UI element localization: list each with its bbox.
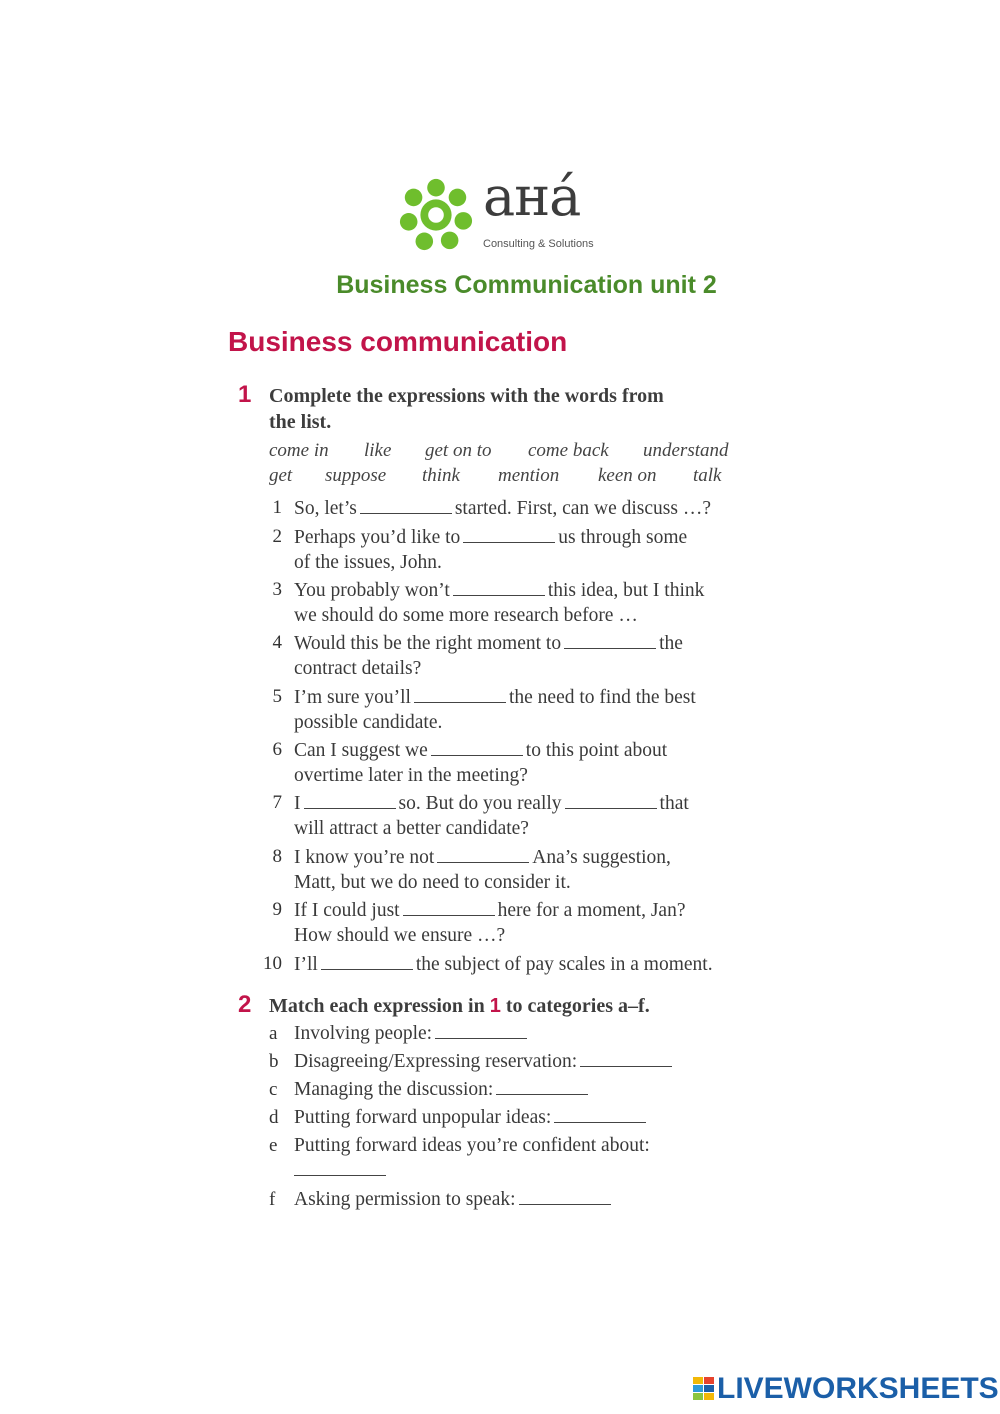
question-10: I’ll the subject of pay scales in a moment. xyxy=(294,954,713,975)
question-1: So, let’s started. First, can we discuss …? xyxy=(294,498,712,519)
question-number: 10 xyxy=(263,953,282,974)
question-number: 1 xyxy=(272,497,282,518)
answer-blank[interactable] xyxy=(519,1188,611,1205)
question-8: I know you’re not Ana’s suggestion, Matt, but we do need to consider it. xyxy=(294,847,671,893)
category-letter: b xyxy=(269,1051,279,1072)
question-number: 3 xyxy=(272,579,282,600)
aha-logo-icon xyxy=(397,176,475,254)
word-list-item: understand xyxy=(643,440,729,461)
exercise-1-number: 1 xyxy=(238,381,252,408)
category-letter: f xyxy=(269,1189,276,1210)
category-f: Asking permission to speak: xyxy=(294,1187,614,1212)
exercise-2-number: 2 xyxy=(238,991,252,1018)
answer-blank[interactable] xyxy=(463,526,555,543)
answer-blank[interactable] xyxy=(564,632,656,649)
category-b: Disagreeing/Expressing reservation: xyxy=(294,1049,675,1074)
category-c: Managing the discussion: xyxy=(294,1077,591,1102)
question-4: Would this be the right moment to the contract details? xyxy=(294,633,683,679)
word-list-item: mention xyxy=(498,465,560,486)
question-number: 9 xyxy=(272,899,282,920)
question-number: 7 xyxy=(272,792,282,813)
section-title: Business communication xyxy=(228,326,568,357)
liveworksheets-watermark: LIVEWORKSHEETS xyxy=(717,1372,999,1405)
question-2: Perhaps you’d like to us through some of the issues, John. xyxy=(294,527,688,573)
exercise-2-instruction: Match each expression in 1 to categories a–f. xyxy=(269,995,650,1017)
logo-tagline: Consulting & Solutions xyxy=(483,238,594,250)
exercise-1-instruction-line2: the list. xyxy=(269,411,332,433)
answer-blank[interactable] xyxy=(435,1022,527,1039)
word-list-item: get on to xyxy=(425,440,492,461)
category-letter: a xyxy=(269,1023,278,1044)
category-e: Putting forward ideas you’re confident about: xyxy=(294,1133,650,1183)
category-letter: d xyxy=(269,1107,279,1128)
category-a: Involving people: xyxy=(294,1021,530,1046)
answer-blank[interactable] xyxy=(414,686,506,703)
answer-blank[interactable] xyxy=(565,792,657,809)
answer-blank[interactable] xyxy=(321,953,413,970)
word-list-item: get xyxy=(269,465,293,486)
question-number: 2 xyxy=(272,526,282,547)
question-6: Can I suggest we to this point about overtime later in the meeting? xyxy=(294,740,668,786)
logo-wordmark: aнá xyxy=(483,165,581,228)
answer-blank[interactable] xyxy=(360,497,452,514)
answer-blank[interactable] xyxy=(403,899,495,916)
answer-blank[interactable] xyxy=(496,1078,588,1095)
word-list-item: keen on xyxy=(598,465,657,486)
question-5: I’m sure you’ll the need to find the best possible candidate. xyxy=(294,687,696,733)
word-list-item: like xyxy=(364,440,392,461)
answer-blank[interactable] xyxy=(294,1159,386,1176)
question-3: You probably won’t this idea, but I think we should do some more research before … xyxy=(294,580,705,626)
answer-blank[interactable] xyxy=(431,739,523,756)
question-number: 4 xyxy=(272,632,282,653)
question-number: 8 xyxy=(272,846,282,867)
category-letter: c xyxy=(269,1079,278,1100)
category-letter: e xyxy=(269,1135,278,1156)
answer-blank[interactable] xyxy=(453,579,545,596)
answer-blank[interactable] xyxy=(304,792,396,809)
word-list-item: suppose xyxy=(325,465,387,486)
answer-blank[interactable] xyxy=(437,846,529,863)
answer-blank[interactable] xyxy=(554,1106,646,1123)
answer-blank[interactable] xyxy=(580,1050,672,1067)
question-7: I so. But do you really that will attract a better candidate? xyxy=(294,793,689,839)
unit-title: Business Communication unit 2 xyxy=(336,271,717,299)
word-list-item: come back xyxy=(528,440,609,461)
liveworksheets-logo-icon xyxy=(693,1377,715,1401)
word-list-item: come in xyxy=(269,440,329,461)
question-number: 5 xyxy=(272,686,282,707)
exercise-1-instruction-line1: Complete the expressions with the words from xyxy=(269,385,664,407)
question-number: 6 xyxy=(272,739,282,760)
word-list-item: think xyxy=(422,465,460,486)
question-9: If I could just here for a moment, Jan? How should we ensure …? xyxy=(294,900,686,946)
category-d: Putting forward unpopular ideas: xyxy=(294,1105,649,1130)
word-list-item: talk xyxy=(693,465,722,486)
